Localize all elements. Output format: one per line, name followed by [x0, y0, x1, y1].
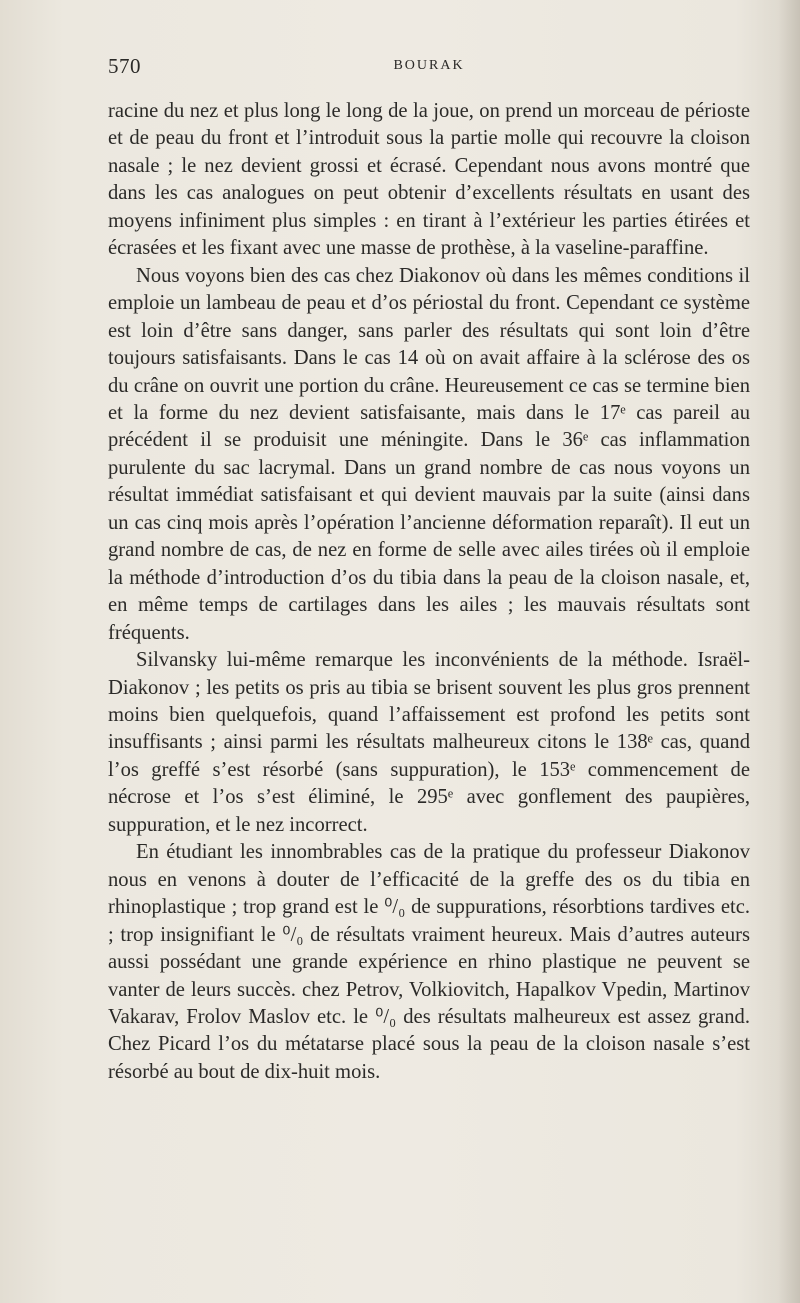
running-title: BOURAK — [393, 58, 465, 73]
running-head — [108, 54, 750, 84]
paragraph-diakonov-cases: Nous voyons bien des cas chez Diakonov où dans les mêmes conditions il emploie un lambeau de peau et d’os périostal du front. Cependant ce système est loin d’être sans danger, sans parler des résultats qui sont loin d’être toujours satisfaisants. Dans le cas 14 où on avait affaire à la sclérose des os du crâne on ouvrit une portion du crâne. Heureusement ce cas se termine bien et la forme du nez devient satisfaisante, mais dans le 17ᵉ cas pareil au précédent il se produisit une méningite. Dans le 36ᵉ cas inflammation purulente du sac lacrymal. Dans un grand nombre de cas nous voyons un résultat immédiat satisfaisant et qui devient mauvais par la suite (ainsi dans un cas cinq mois après l’opération l’ancienne déformation reparaît). Il eut un grand nombre de cas, de nez en forme de selle avec ailes tirées où il emploie la méthode d’introduction d’os du tibia dans la peau de la cloison nasale, et, en même temps de cartilages dans les ailes ; les mauvais résultats sont fréquents. — [108, 264, 750, 644]
body-text — [108, 98, 750, 1086]
paragraph-continuation: racine du nez et plus long le long de la joue, on prend un morceau de périoste et de peau du front et l’introduit sous la partie molle qui recouvre la cloison nasale ; le nez devient grossi et écrasé. Cependant nous avons montré que dans les cas analogues on peut obtenir d’excellents résultats en usant des moyens infiniment plus simples : en tirant à l’extérieur les parties étirées et écrasées et les fixant avec une masse de prothèse, à la vaseline-paraffine. — [108, 100, 750, 260]
page-number: 570 — [108, 54, 141, 78]
paragraph-conclusion: En étudiant les innombrables cas de la pratique du professeur Diakonov nous en venons à douter de l’efficacité de la greffe des os du tibia en rhinoplastique ; trop grand est le ⁰/₀ de suppurations, résorbtions tardives etc. ; trop insignifiant le ⁰/₀ de résultats vraiment heureux. Mais d’autres auteurs aussi possédant une grande expérience en rhino plastique ne peuvent se vanter de leurs succès. chez Petrov, Volkiovitch, Hapalkov Vpedin, Martinov Vakarav, Frolov Maslov etc. le ⁰/₀ des résultats malheureux est assez grand. Chez Picard l’os du métatarse placé sous la peau de la cloison nasale s’est résorbé au bout de dix-huit mois. — [108, 841, 750, 1083]
paragraph-silvansky: Silvansky lui-même remarque les inconvénients de la méthode. Israël-Diakonov ; les petits os pris au tibia se brisent souvent les plus gros prennent moins bien quelquefois, quand l’affaissement est profond les petits sont insuffisants ; ainsi parmi les résultats malheureux citons le 138ᵉ cas, quand l’os greffé s’est résorbé (sans suppuration), le 153ᵉ commencement de nécrose et l’os s’est éliminé, le 295ᵉ avec gonflement des paupières, suppuration, et le nez incorrect. — [108, 649, 750, 836]
